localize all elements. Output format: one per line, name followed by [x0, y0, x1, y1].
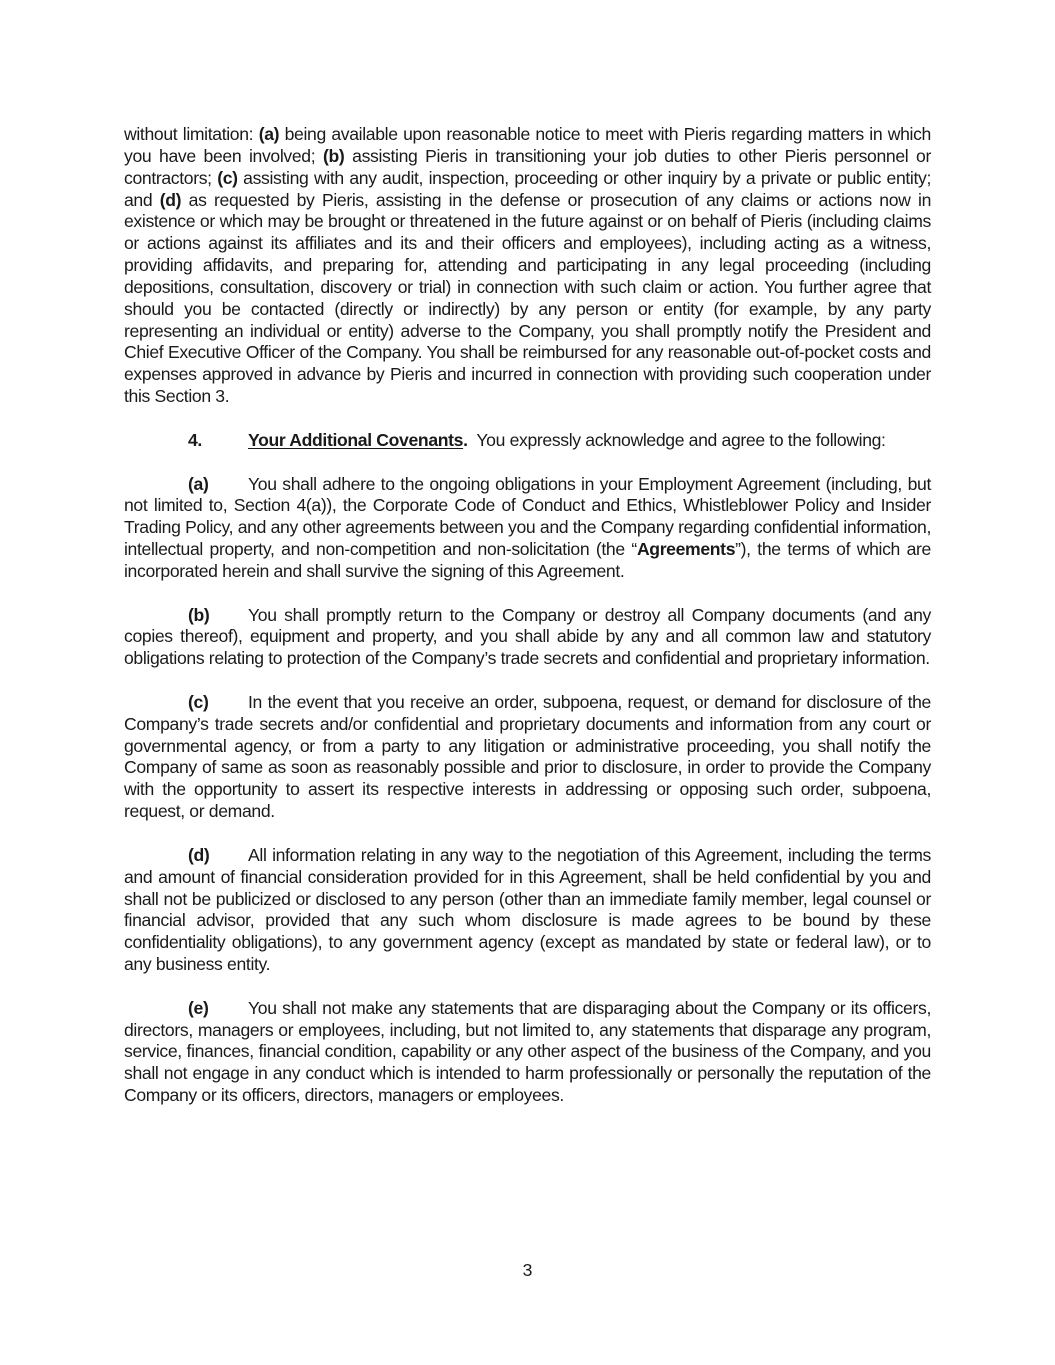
subsection-text: In the event that you receive an order, subpoena, request, or demand for disclosure of the Company’s trade secrets and/or confidential and proprietary documents and information from any court or governmental agency, or from a party to any litigation or administrative proceeding, you shall notify the Company of same as soon as reasonably possible and prior to disclosure, in order to provide the Company with the opportunity to assert its respective interests in addressing or opposing such order, subpoena, request, or demand.: [124, 691, 931, 822]
subsection-e: [124, 998, 931, 1107]
para-text: being available upon reasonable notice to meet with Pieris regarding matters in which you have been involved;: [124, 124, 931, 166]
subsection-b: [124, 605, 931, 671]
para-text: without limitation:: [124, 124, 259, 144]
item-label-b: (b): [323, 145, 345, 166]
subsection-text: You shall adhere to the ongoing obligations in your Employment Agreement (including, but not limited to, Section 4(a)), the Corporate Code of Conduct and Ethics, Whistleblower Policy and Insider Trading Policy, and any other agreements between you and the Company regarding confidential information, intellectual property, and non-competition and non-solicitation (the “: [124, 473, 931, 560]
section-4-heading-paragraph: [124, 430, 931, 452]
subsection-text: You shall not make any statements that are disparaging about the Company or its officers, directors, managers or employees, including, but not limited to, any statements that disparage any program, service, finances, financial condition, capability or any other aspect of the business of the Company, and you shall not engage in any conduct which is intended to harm professionally or personally the reputation of the Company or its officers, directors, managers or employees.: [124, 997, 931, 1106]
subsection-label: (e): [188, 997, 209, 1018]
para-text: assisting Pieris in transitioning your job duties to other Pieris personnel or contractors;: [124, 145, 931, 188]
section-title: Your Additional Covenants: [248, 429, 464, 450]
para-text: as requested by Pieris, assisting in the defense or prosecution of any claims or actions now in existence or which may be brought or threatened in the future against or on behalf of Pieris (including claims or actions against its affiliates and its and their officers and employees), including acting as a witness, providing affidavits, and preparing for, attending and participating in any legal proceeding (including depositions, consultation, discovery or trial) in connection with such claim or action. You further agree that should you be contacted (directly or indirectly) by any person or entity (for example, by any party representing an individual or entity) adverse to the Company, you shall promptly notify the President and Chief Executive Officer of the Company. You shall be reimbursed for any reasonable out-of-pocket costs and expenses approved in advance by Pieris and incurred in connection with providing such cooperation under this Section 3.: [124, 189, 931, 407]
defined-term: Agreements: [636, 539, 736, 560]
subsection-d: [124, 845, 931, 976]
section-number: 4.: [188, 429, 202, 450]
page-number: 3: [522, 1260, 533, 1280]
subsection-c: [124, 692, 931, 823]
para-text: assisting with any audit, inspection, proceeding or other inquiry by a private or public entity; and: [124, 167, 931, 210]
document-page: [124, 124, 931, 1107]
subsection-text: All information relating in any way to the negotiation of this Agreement, including the terms and amount of financial consideration provided for in this Agreement, shall be held confidential by you and shall not be publicized or disclosed to any person (other than an immediate family member, legal counsel or financial advisor, provided that any such whom disclosure is made agrees to be bound by these confidentiality obligations), to any government agency (except as mandated by state or federal law), or to any business entity.: [124, 844, 931, 975]
subsection-a: [124, 474, 931, 583]
item-label-d: (d): [159, 189, 182, 210]
item-label-c: (c): [217, 167, 238, 188]
subsection-label: (d): [188, 844, 210, 865]
subsection-label: (b): [188, 604, 210, 625]
section-intro: You expressly acknowledge and agree to the following:: [467, 429, 886, 450]
subsection-label: (c): [188, 691, 209, 712]
section-title-period: .: [463, 429, 468, 450]
subsection-text: You shall promptly return to the Company or destroy all Company documents (and any copies thereof), equipment and property, and you shall abide by any and all common law and statutory obligations relating to protection of the Company’s trade secrets and confidential and proprietary information.: [124, 604, 931, 669]
subsection-label: (a): [188, 473, 209, 494]
subsection-text: ”), the terms of which are incorporated herein and shall survive the signing of this Agreement.: [124, 539, 931, 581]
continuation-paragraph: [124, 124, 931, 408]
item-label-a: (a): [258, 124, 280, 144]
